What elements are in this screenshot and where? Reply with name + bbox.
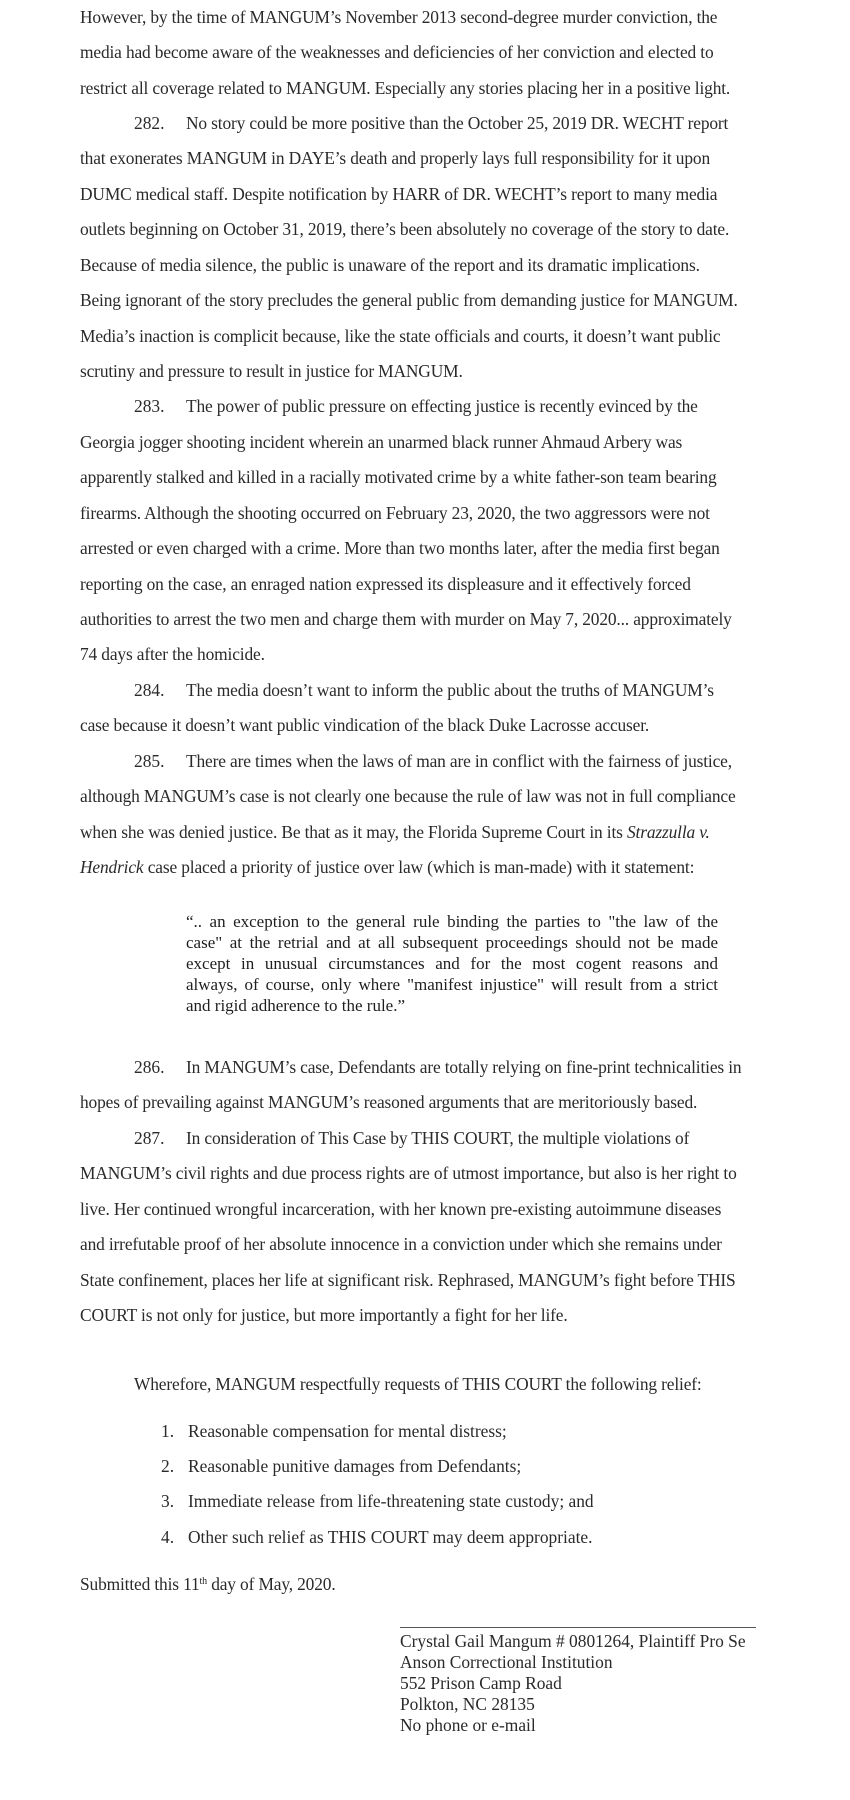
body-line: The power of public pressure on effecting justice is recently evinced by the — [186, 396, 698, 416]
signer-institution: Anson Correctional Institution — [400, 1652, 613, 1672]
list-item-number: 4. — [161, 1527, 175, 1547]
body-line: Being ignorant of the story precludes the general public from demanding justice for MANGUM. — [80, 290, 738, 310]
body-line: scrutiny and pressure to result in justice for MANGUM. — [80, 361, 463, 381]
paragraph-number: 287. — [134, 1128, 165, 1148]
body-line: State confinement, places her life at significant risk. Rephrased, MANGUM’s fight before THIS — [80, 1270, 736, 1290]
body-line: that exonerates MANGUM in DAYE’s death and properly lays full responsibility for it upon — [80, 148, 710, 168]
body-line: 74 days after the homicide. — [80, 644, 265, 664]
body-line — [80, 856, 694, 878]
body-line: restrict all coverage related to MANGUM. Especially any stories placing her in a positive light. — [80, 78, 731, 98]
body-line: However, by the time of MANGUM’s November 2013 second-degree murder conviction, the — [80, 7, 718, 27]
body-line: hopes of prevailing against MANGUM’s reasoned arguments that are meritoriously based. — [80, 1092, 698, 1112]
submitted-text: day of May, 2020. — [207, 1574, 336, 1594]
list-item: Other such relief as THIS COURT may deem appropriate. — [188, 1527, 593, 1547]
quote-line: case" at the retrial and at all subsequent proceedings should not be made — [186, 933, 718, 952]
body-line: authorities to arrest the two men and charge them with murder on May 7, 2020... approximately — [80, 609, 732, 629]
case-citation: Hendrick — [80, 857, 144, 877]
submitted-date — [80, 1573, 336, 1595]
case-citation: Strazzulla v. — [626, 822, 710, 842]
list-item-number: 3. — [161, 1491, 175, 1511]
quote-line: “.. an exception to the general rule binding the parties to "the law of the — [186, 912, 718, 931]
paragraph-number: 283. — [134, 396, 165, 416]
body-line: In MANGUM’s case, Defendants are totally relying on fine-print technicalities in — [186, 1057, 742, 1077]
body-line: Media’s inaction is complicit because, like the state officials and courts, it doesn’t want public — [80, 326, 721, 346]
body-text: case placed a priority of justice over law (which is man-made) with it statement: — [143, 857, 695, 877]
list-item-number: 2. — [161, 1456, 175, 1476]
quote-line: always, of course, only where "manifest injustice" will result from a strict — [186, 975, 718, 994]
body-line: case because it doesn’t want public vindication of the black Duke Lacrosse accuser. — [80, 715, 650, 735]
body-line: COURT is not only for justice, but more importantly a fight for her life. — [80, 1305, 568, 1325]
signature-line — [400, 1627, 756, 1628]
quote-line: and rigid adherence to the rule.” — [186, 996, 406, 1015]
submitted-text: Submitted this 11 — [80, 1574, 200, 1594]
signer-contact: No phone or e-mail — [400, 1715, 536, 1735]
wherefore-clause: Wherefore, MANGUM respectfully requests of THIS COURT the following relief: — [134, 1374, 702, 1394]
quote-line: except in unusual circumstances and for the most cogent reasons and — [186, 954, 718, 973]
list-item-number: 1. — [161, 1421, 175, 1441]
paragraph-number: 284. — [134, 680, 165, 700]
body-line: Georgia jogger shooting incident wherein an unarmed black runner Ahmaud Arbery was — [80, 432, 683, 452]
body-line: reporting on the case, an enraged nation expressed its displeasure and it effectively forced — [80, 574, 691, 594]
body-line: The media doesn’t want to inform the public about the truths of MANGUM’s — [186, 680, 714, 700]
body-line: media had become aware of the weaknesses and deficiencies of her conviction and elected to — [80, 42, 714, 62]
body-line: MANGUM’s civil rights and due process rights are of utmost importance, but also is her right to — [80, 1163, 737, 1183]
body-line: firearms. Although the shooting occurred on February 23, 2020, the two aggressors were not — [80, 503, 710, 523]
body-line: apparently stalked and killed in a racially motivated crime by a white father-son team bearing — [80, 467, 717, 487]
body-line: and irrefutable proof of her absolute innocence in a conviction under which she remains under — [80, 1234, 722, 1254]
list-item: Reasonable compensation for mental distress; — [188, 1421, 507, 1441]
paragraph-number: 282. — [134, 113, 165, 133]
signer-city: Polkton, NC 28135 — [400, 1694, 535, 1714]
ordinal-suffix: th — [199, 1576, 207, 1587]
signer-name: Crystal Gail Mangum # 0801264, Plaintiff Pro Se — [400, 1631, 746, 1651]
block-quote — [186, 911, 718, 1016]
body-line: arrested or even charged with a crime. More than two months later, after the media first began — [80, 538, 720, 558]
body-line: No story could be more positive than the October 25, 2019 DR. WECHT report — [186, 113, 729, 133]
body-line: In consideration of This Case by THIS COURT, the multiple violations of — [186, 1128, 690, 1148]
signer-street: 552 Prison Camp Road — [400, 1673, 562, 1693]
paragraph-number: 285. — [134, 751, 165, 771]
body-line: Because of media silence, the public is unaware of the report and its dramatic implications. — [80, 255, 700, 275]
body-line: although MANGUM’s case is not clearly one because the rule of law was not in full compliance — [80, 786, 736, 806]
body-line: DUMC medical staff. Despite notification by HARR of DR. WECHT’s report to many media — [80, 184, 718, 204]
body-line: There are times when the laws of man are in conflict with the fairness of justice, — [186, 751, 732, 771]
body-line — [80, 821, 710, 843]
body-line: live. Her continued wrongful incarceration, with her known pre-existing autoimmune diseases — [80, 1199, 722, 1219]
body-text: when she was denied justice. Be that as it may, the Florida Supreme Court in its — [80, 822, 627, 842]
list-item: Immediate release from life-threatening state custody; and — [188, 1491, 594, 1511]
list-item: Reasonable punitive damages from Defendants; — [188, 1456, 522, 1476]
paragraph-number: 286. — [134, 1057, 165, 1077]
body-line: outlets beginning on October 31, 2019, there’s been absolutely no coverage of the story to date. — [80, 219, 730, 239]
